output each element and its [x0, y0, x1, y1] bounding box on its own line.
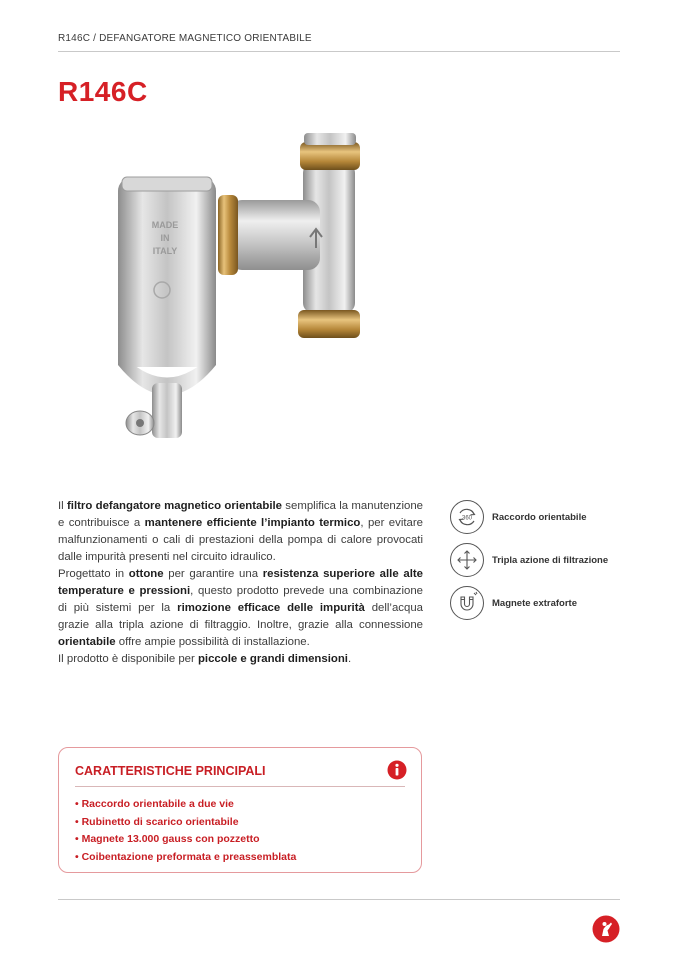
stamp-line1: MADE [151, 220, 179, 230]
bold-text: orientabile [58, 636, 116, 648]
product-image [90, 115, 390, 465]
feature-label: Magnete extraforte [492, 597, 577, 609]
card-divider [75, 786, 405, 787]
bold-text: resistenza superiore alle alte temperature e pressioni [58, 568, 423, 597]
product-description [58, 498, 423, 668]
info-icon [387, 760, 407, 780]
text-segment: offre ampie possibilità di installazione. [115, 636, 310, 648]
filter-body [118, 177, 216, 367]
bold-text: ottone [128, 568, 164, 580]
text-segment: . [347, 653, 352, 665]
magnet-icon [449, 585, 485, 621]
svg-text:360: 360 [461, 515, 473, 522]
list-item: • Rubinetto di scarico orientabile [75, 815, 239, 828]
list-item: • Coibentazione preformata e preassemblata [75, 850, 297, 863]
text-segment: Il [58, 500, 68, 512]
stamp-line2: IN [160, 233, 170, 243]
list-item: • Raccordo orientabile a due vie [75, 798, 234, 810]
text-segment: per garantire una [163, 568, 263, 580]
main-features-card [58, 747, 422, 873]
description-paragraph-2 [58, 566, 423, 651]
top-brass-nut [300, 142, 360, 170]
main-features-title: CARATTERISTICHE PRINCIPALI [75, 764, 266, 778]
footer-divider [58, 899, 620, 900]
text-segment: , questo prodotto prevede una combinazione di più sistemi per la [58, 585, 423, 614]
feature-triple-filtration [449, 542, 629, 578]
feature-list [449, 499, 629, 628]
drain-valve [152, 383, 182, 438]
bottom-brass-nut [298, 310, 360, 338]
description-paragraph-3 [58, 651, 423, 668]
brand-logo-icon [592, 915, 620, 943]
breadcrumb: R146C / DEFANGATORE MAGNETICO ORIENTABILE [58, 33, 312, 44]
text-segment: dell’acqua grazie alla tripla azione di filtraggio. Inoltre, grazie alla connessione [58, 602, 423, 631]
description-paragraph-1 [58, 498, 423, 566]
text-segment: semplifica la manutenzione e contribuisce a [58, 500, 423, 529]
bold-text: rimozione efficace delle impurità [177, 602, 365, 614]
rotate-360-icon [449, 499, 485, 535]
bold-text: mantenere efficiente l’impianto termico [144, 517, 361, 529]
bold-text: piccole e grandi dimensioni [197, 653, 348, 665]
text-segment: , per evitare malfunzionamenti o cali di prestazioni della pompa di calore provocati dalle impurità presenti nel circuito idraulico. [58, 517, 423, 563]
text-segment: Il prodotto è disponibile per [58, 653, 198, 665]
rotating-brass-ring [218, 195, 238, 275]
feature-orientable-fitting [449, 499, 629, 535]
list-item: • Magnete 13.000 gauss con pozzetto [75, 833, 260, 845]
text-segment: Progettato in [58, 568, 129, 580]
bold-text: filtro defangatore magnetico orientabile [67, 500, 282, 512]
feature-label: Tripla azione di filtrazione [492, 554, 609, 566]
main-features-list [75, 796, 296, 866]
header-divider [58, 51, 620, 52]
feature-strong-magnet [449, 585, 629, 621]
connector-pipe [230, 200, 320, 270]
feature-label: Raccordo orientabile [492, 511, 587, 523]
page-title: R146C [58, 76, 148, 107]
arrows-cross-icon [449, 542, 485, 578]
stamp-line3: ITALY [152, 246, 178, 256]
